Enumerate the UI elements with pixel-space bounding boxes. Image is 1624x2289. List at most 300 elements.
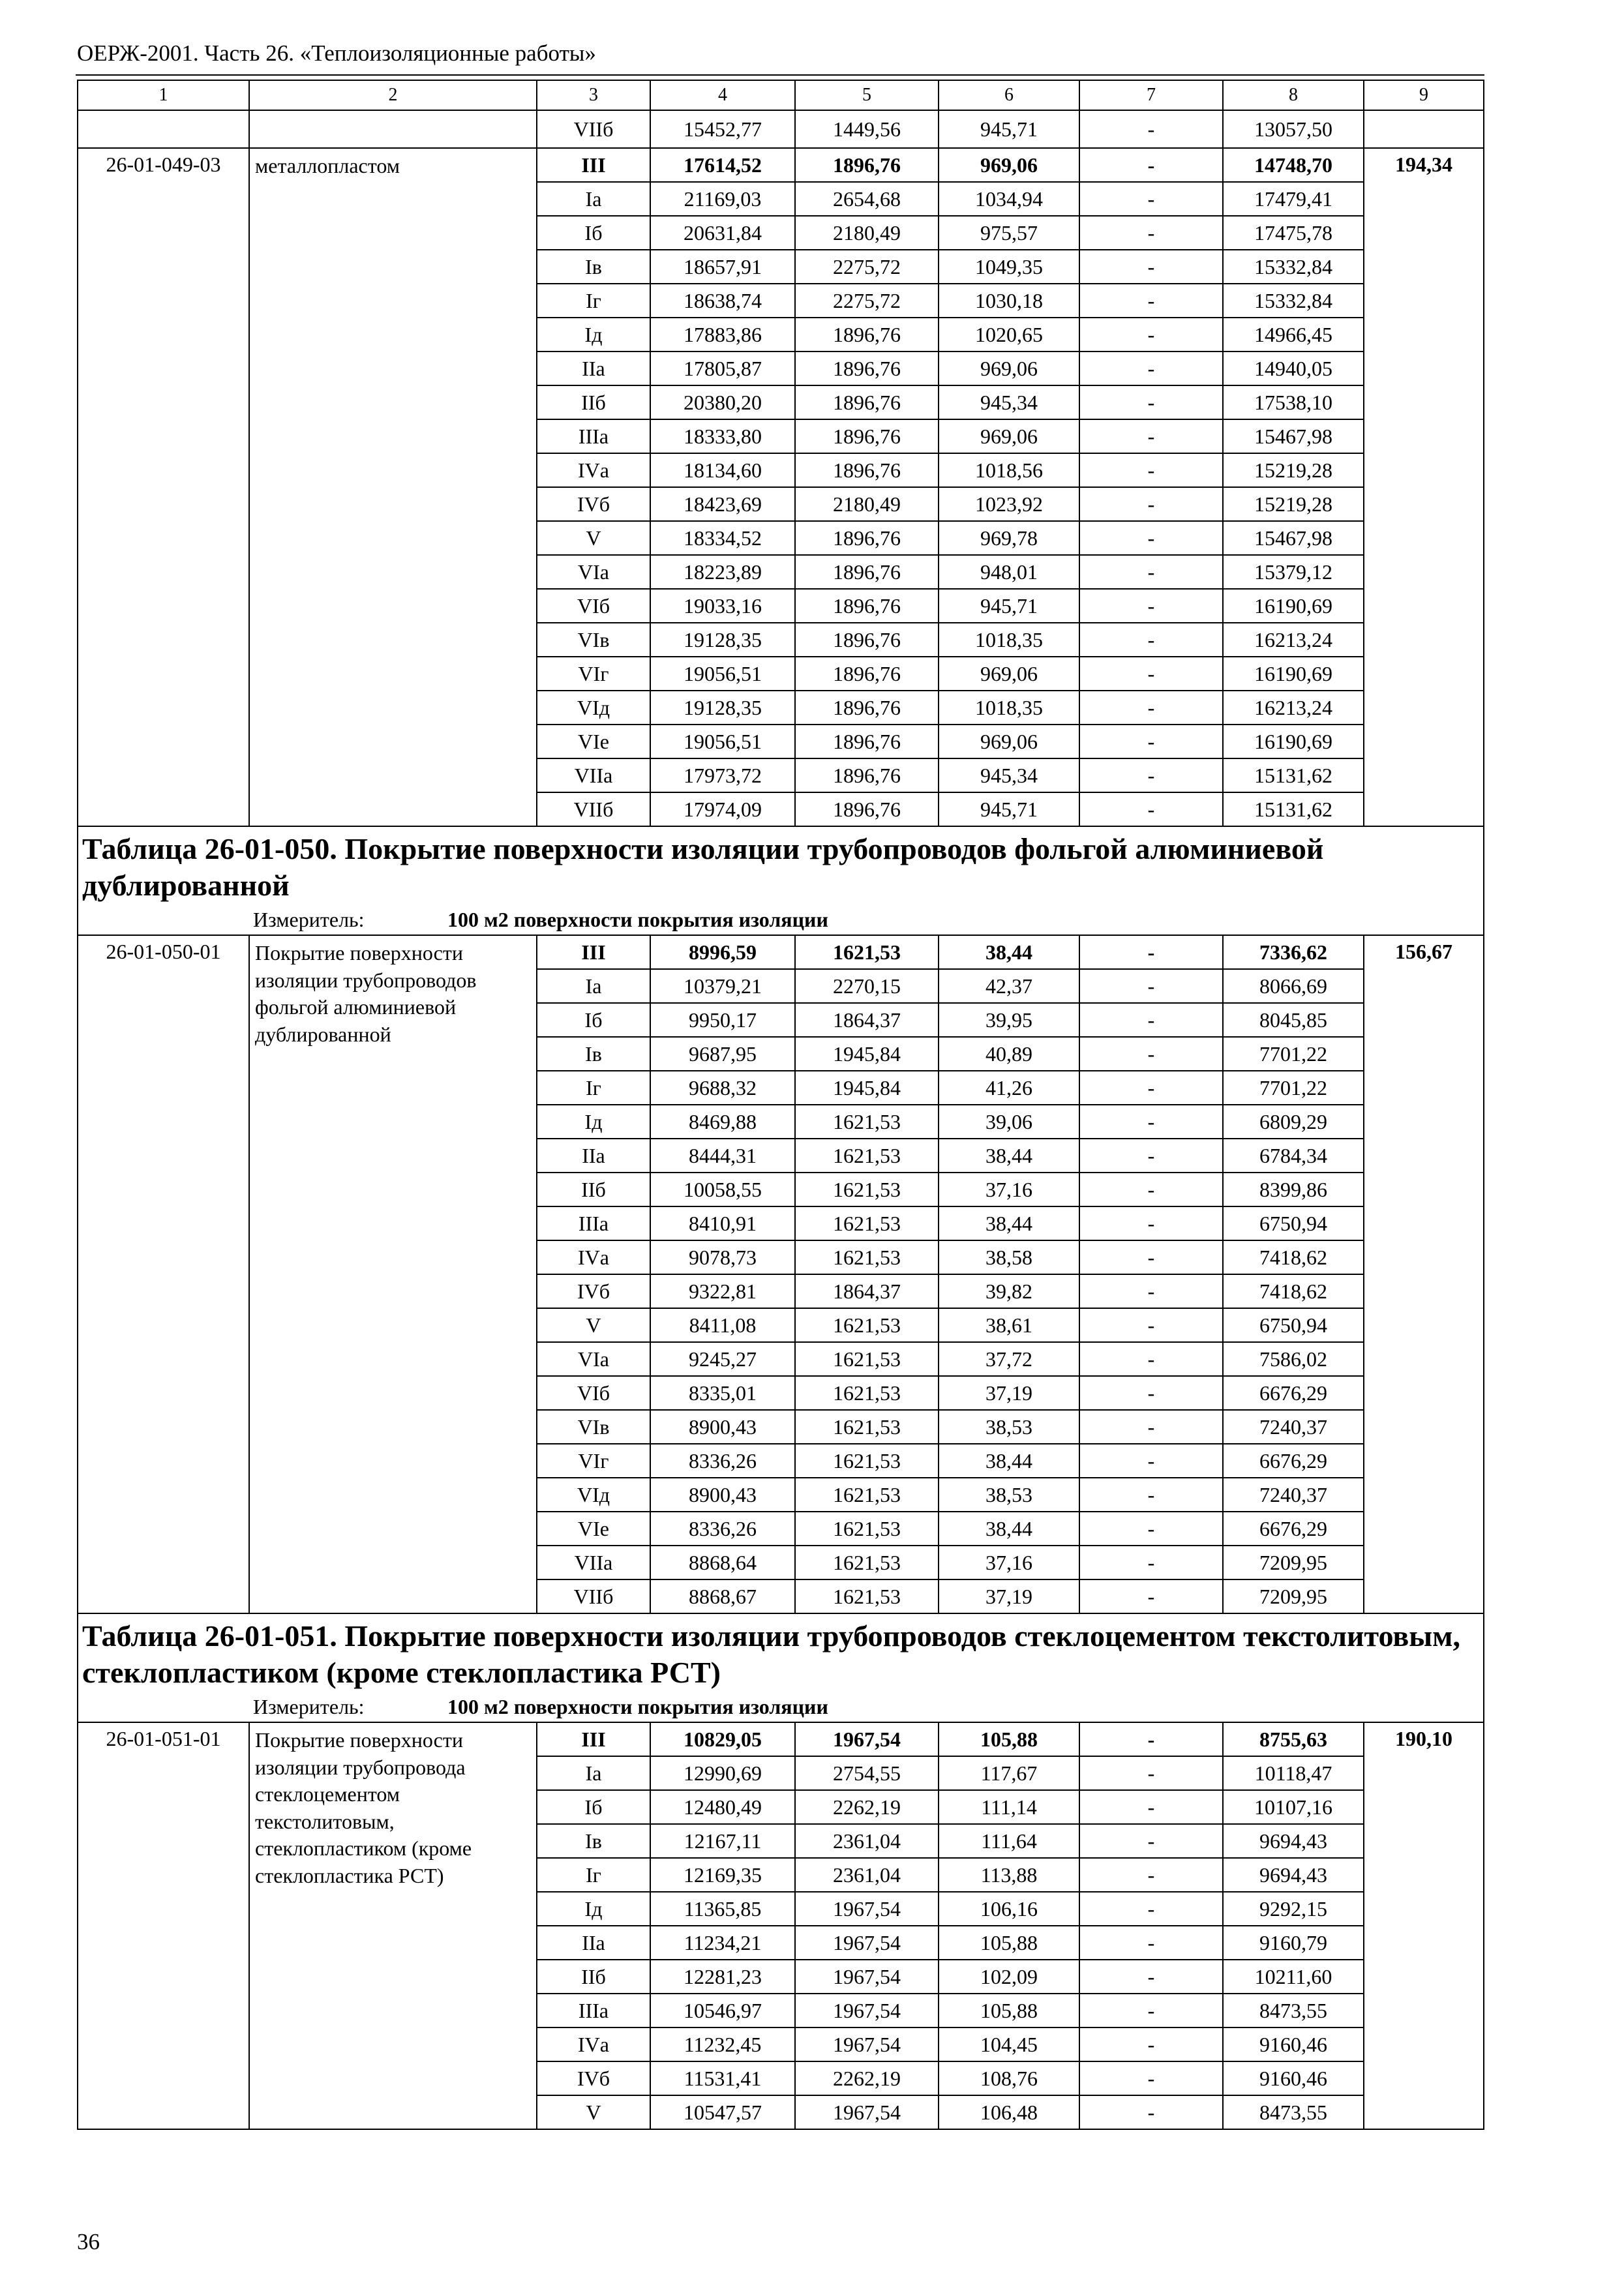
value-cell: 18638,74: [650, 284, 795, 318]
value-cell: -: [1079, 1037, 1223, 1071]
value-cell: -: [1079, 2027, 1223, 2061]
value-cell: 108,76: [939, 2061, 1079, 2095]
value-cell: 1621,53: [795, 1342, 939, 1376]
value-cell: 1449,56: [795, 110, 939, 148]
value-cell: 1896,76: [795, 352, 939, 385]
value-cell: IIIа: [537, 1994, 650, 2027]
value-cell: 7701,22: [1223, 1037, 1364, 1071]
table-title: Таблица 26-01-050. Покрытие поверхности изоляции трубопроводов фольгой алюминиевой дублированной: [82, 832, 1324, 903]
section-row: [78, 826, 1484, 935]
value-cell: 7586,02: [1223, 1342, 1364, 1376]
value-cell: 106,16: [939, 1892, 1079, 1926]
value-cell: 1020,65: [939, 318, 1079, 352]
value-cell: VIа: [537, 1342, 650, 1376]
value-cell: 8755,63: [1223, 1722, 1364, 1756]
value-cell: 1621,53: [795, 1444, 939, 1478]
value-cell: 6784,34: [1223, 1139, 1364, 1173]
value-cell: VIб: [537, 589, 650, 623]
section-cell: [78, 1613, 1484, 1722]
value-cell: 945,71: [939, 110, 1079, 148]
value-cell: 1018,35: [939, 623, 1079, 657]
value-cell: 6750,94: [1223, 1206, 1364, 1240]
value-cell: 9078,73: [650, 1240, 795, 1274]
description-cell: [249, 110, 537, 148]
value-cell: 15467,98: [1223, 419, 1364, 453]
value-cell: VIд: [537, 691, 650, 725]
value-cell: 37,16: [939, 1173, 1079, 1206]
value-cell: 18423,69: [650, 487, 795, 521]
value-cell: 39,82: [939, 1274, 1079, 1308]
value-cell: 10829,05: [650, 1722, 795, 1756]
value-cell: 12169,35: [650, 1858, 795, 1892]
value-cell: 1896,76: [795, 758, 939, 792]
section-cell: [78, 826, 1484, 935]
value-cell: -: [1079, 1274, 1223, 1308]
value-cell: Iа: [537, 1756, 650, 1790]
column-header: 4: [650, 80, 795, 110]
code-cell: 26-01-049-03: [78, 148, 249, 826]
value-cell: 1967,54: [795, 1994, 939, 2027]
value-cell: -: [1079, 725, 1223, 758]
value-cell: 8336,26: [650, 1512, 795, 1546]
value-cell: 7240,37: [1223, 1478, 1364, 1512]
value-cell: 113,88: [939, 1858, 1079, 1892]
column-header: 7: [1079, 80, 1223, 110]
value-cell: IVб: [537, 2061, 650, 2095]
value-cell: 17538,10: [1223, 385, 1364, 419]
value-cell: 19128,35: [650, 691, 795, 725]
value-cell: 7418,62: [1223, 1240, 1364, 1274]
value-cell: 16190,69: [1223, 657, 1364, 691]
value-cell: 20380,20: [650, 385, 795, 419]
value-cell: 1896,76: [795, 318, 939, 352]
value-cell: 9694,43: [1223, 1824, 1364, 1858]
table-row: [78, 1722, 1484, 1756]
value-cell: 11531,41: [650, 2061, 795, 2095]
value-cell: IIа: [537, 352, 650, 385]
value-cell: 1621,53: [795, 1206, 939, 1240]
value-cell: 945,34: [939, 385, 1079, 419]
value-cell: 6676,29: [1223, 1444, 1364, 1478]
value-cell: 9245,27: [650, 1342, 795, 1376]
value-cell: 15379,12: [1223, 555, 1364, 589]
value-cell: Iд: [537, 1105, 650, 1139]
value-cell: 1896,76: [795, 148, 939, 182]
value-cell: 2361,04: [795, 1824, 939, 1858]
page-number: 36: [77, 2229, 100, 2254]
value-cell: -: [1079, 1173, 1223, 1206]
value-cell: 1896,76: [795, 555, 939, 589]
value-cell: VIIб: [537, 110, 650, 148]
value-cell: 9688,32: [650, 1071, 795, 1105]
column-header: 1: [78, 80, 249, 110]
meter-value: 100 м2 поверхности покрытия изоляции: [447, 908, 828, 932]
column-header: 2: [249, 80, 537, 110]
value-cell: 8473,55: [1223, 1994, 1364, 2027]
value-cell: 8900,43: [650, 1478, 795, 1512]
value-cell: 975,57: [939, 216, 1079, 250]
meter-label: Измеритель:: [253, 1695, 365, 1719]
value-cell: 16190,69: [1223, 725, 1364, 758]
value-cell: Iг: [537, 1071, 650, 1105]
value-cell: 14748,70: [1223, 148, 1364, 182]
value-cell: 20631,84: [650, 216, 795, 250]
value-cell: 111,64: [939, 1824, 1079, 1858]
value-cell: 37,16: [939, 1546, 1079, 1579]
value-cell: 2180,49: [795, 487, 939, 521]
value-cell: -: [1079, 1512, 1223, 1546]
value-cell: 15332,84: [1223, 284, 1364, 318]
value-cell: 1049,35: [939, 250, 1079, 284]
value-cell: 42,37: [939, 969, 1079, 1003]
value-cell: -: [1079, 1410, 1223, 1444]
code-cell: [78, 110, 249, 148]
value-cell: IIIа: [537, 419, 650, 453]
value-cell: -: [1079, 385, 1223, 419]
value-cell: 8444,31: [650, 1139, 795, 1173]
value-cell: 6676,29: [1223, 1376, 1364, 1410]
value-cell: -: [1079, 1206, 1223, 1240]
value-cell: -: [1079, 1756, 1223, 1790]
value-cell: IIIа: [537, 1206, 650, 1240]
value-cell: 39,95: [939, 1003, 1079, 1037]
meter-label: Измеритель:: [253, 908, 365, 932]
value-cell: Iв: [537, 1037, 650, 1071]
value-cell: 1621,53: [795, 1546, 939, 1579]
value-cell: -: [1079, 758, 1223, 792]
value-cell: 969,06: [939, 352, 1079, 385]
value-cell: 948,01: [939, 555, 1079, 589]
value-cell: -: [1079, 1858, 1223, 1892]
value-cell: 8996,59: [650, 935, 795, 969]
value-cell: -: [1079, 1722, 1223, 1756]
value-cell: 969,78: [939, 521, 1079, 555]
value-cell: 9160,46: [1223, 2027, 1364, 2061]
value-cell: 7209,95: [1223, 1579, 1364, 1613]
value-cell: -: [1079, 691, 1223, 725]
value-cell: 9687,95: [650, 1037, 795, 1071]
value-cell: 1621,53: [795, 1478, 939, 1512]
value-cell: 2654,68: [795, 182, 939, 216]
meter-value: 100 м2 поверхности покрытия изоляции: [447, 1695, 828, 1719]
value-cell: IIб: [537, 385, 650, 419]
value-cell: 1018,35: [939, 691, 1079, 725]
value-cell: -: [1079, 1003, 1223, 1037]
value-cell: 7209,95: [1223, 1546, 1364, 1579]
running-header: ОЕРЖ-2001. Часть 26. «Теплоизоляционные работы»: [77, 40, 596, 66]
value-cell: 1621,53: [795, 1105, 939, 1139]
value-cell: 12480,49: [650, 1790, 795, 1824]
value-cell: 1896,76: [795, 792, 939, 826]
value-cell: VIе: [537, 725, 650, 758]
value-cell: 117,67: [939, 1756, 1079, 1790]
value-cell: 1967,54: [795, 1926, 939, 1960]
value-cell: 14940,05: [1223, 352, 1364, 385]
meter-line: [82, 908, 1479, 932]
value-cell: 12990,69: [650, 1756, 795, 1790]
value-cell: 8473,55: [1223, 2095, 1364, 2129]
value-cell: 15452,77: [650, 110, 795, 148]
value-cell: 1896,76: [795, 453, 939, 487]
value-cell: 9694,43: [1223, 1858, 1364, 1892]
value-cell: -: [1079, 1926, 1223, 1960]
value-cell: 1896,76: [795, 419, 939, 453]
value-cell: 1945,84: [795, 1037, 939, 1071]
value-cell: Iд: [537, 1892, 650, 1926]
meter-line: [82, 1695, 1479, 1719]
value-cell: -: [1079, 250, 1223, 284]
value-cell: 2262,19: [795, 2061, 939, 2095]
value-cell: -: [1079, 1308, 1223, 1342]
value-cell: VIIа: [537, 1546, 650, 1579]
value-cell: III: [537, 935, 650, 969]
value-cell: 9160,79: [1223, 1926, 1364, 1960]
value-cell: 2180,49: [795, 216, 939, 250]
value-cell: -: [1079, 1892, 1223, 1926]
value-cell: -: [1079, 589, 1223, 623]
col9-cell: 190,10: [1364, 1722, 1484, 2129]
value-cell: 1018,56: [939, 453, 1079, 487]
value-cell: 1896,76: [795, 589, 939, 623]
value-cell: 18223,89: [650, 555, 795, 589]
col9-cell: 156,67: [1364, 935, 1484, 1613]
value-cell: 9322,81: [650, 1274, 795, 1308]
value-cell: 111,14: [939, 1790, 1079, 1824]
value-cell: 17974,09: [650, 792, 795, 826]
value-cell: -: [1079, 318, 1223, 352]
value-cell: 1945,84: [795, 1071, 939, 1105]
value-cell: Iб: [537, 1790, 650, 1824]
value-cell: 8410,91: [650, 1206, 795, 1240]
value-cell: 17614,52: [650, 148, 795, 182]
value-cell: 38,44: [939, 1512, 1079, 1546]
value-cell: 17973,72: [650, 758, 795, 792]
value-cell: 102,09: [939, 1960, 1079, 1994]
value-cell: -: [1079, 284, 1223, 318]
value-cell: -: [1079, 1824, 1223, 1858]
value-cell: 6676,29: [1223, 1512, 1364, 1546]
value-cell: 1621,53: [795, 1410, 939, 1444]
value-cell: IVа: [537, 1240, 650, 1274]
value-cell: 104,45: [939, 2027, 1079, 2061]
value-cell: IIб: [537, 1960, 650, 1994]
value-cell: 17475,78: [1223, 216, 1364, 250]
value-cell: 12167,11: [650, 1824, 795, 1858]
value-cell: 945,71: [939, 589, 1079, 623]
value-cell: 38,44: [939, 1139, 1079, 1173]
table-title: Таблица 26-01-051. Покрытие поверхности изоляции трубопроводов стеклоцементом текстолитовым, стеклопластиком (кроме стеклопластика РСТ): [82, 1619, 1460, 1690]
value-cell: -: [1079, 935, 1223, 969]
value-cell: -: [1079, 1478, 1223, 1512]
value-cell: 9950,17: [650, 1003, 795, 1037]
value-cell: VIг: [537, 1444, 650, 1478]
value-cell: 39,06: [939, 1105, 1079, 1139]
value-cell: VIв: [537, 623, 650, 657]
value-cell: 106,48: [939, 2095, 1079, 2129]
value-cell: 2361,04: [795, 1858, 939, 1892]
value-cell: 8469,88: [650, 1105, 795, 1139]
value-cell: 38,44: [939, 1206, 1079, 1240]
value-cell: 38,61: [939, 1308, 1079, 1342]
value-cell: Iг: [537, 1858, 650, 1892]
value-cell: -: [1079, 1071, 1223, 1105]
value-cell: 9160,46: [1223, 2061, 1364, 2095]
value-cell: 19128,35: [650, 623, 795, 657]
value-cell: 945,71: [939, 792, 1079, 826]
table-row: [78, 935, 1484, 969]
value-cell: VIе: [537, 1512, 650, 1546]
value-cell: V: [537, 2095, 650, 2129]
value-cell: III: [537, 148, 650, 182]
value-cell: 1896,76: [795, 657, 939, 691]
value-cell: 37,19: [939, 1579, 1079, 1613]
value-cell: 10547,57: [650, 2095, 795, 2129]
value-cell: 18657,91: [650, 250, 795, 284]
value-cell: 11232,45: [650, 2027, 795, 2061]
value-cell: 18333,80: [650, 419, 795, 453]
value-cell: Iв: [537, 1824, 650, 1858]
value-cell: 1967,54: [795, 2095, 939, 2129]
value-cell: 1896,76: [795, 521, 939, 555]
column-header: 8: [1223, 80, 1364, 110]
value-cell: 17805,87: [650, 352, 795, 385]
value-cell: 10118,47: [1223, 1756, 1364, 1790]
value-cell: 8336,26: [650, 1444, 795, 1478]
header-rule: [76, 74, 1484, 76]
value-cell: 19056,51: [650, 725, 795, 758]
value-cell: 7240,37: [1223, 1410, 1364, 1444]
value-cell: 8411,08: [650, 1308, 795, 1342]
value-cell: -: [1079, 792, 1223, 826]
value-cell: -: [1079, 1444, 1223, 1478]
value-cell: 7418,62: [1223, 1274, 1364, 1308]
value-cell: 7701,22: [1223, 1071, 1364, 1105]
value-cell: 38,44: [939, 935, 1079, 969]
value-cell: 105,88: [939, 1994, 1079, 2027]
value-cell: -: [1079, 1105, 1223, 1139]
value-cell: -: [1079, 487, 1223, 521]
value-cell: IVа: [537, 453, 650, 487]
value-cell: 8399,86: [1223, 1173, 1364, 1206]
code-cell: 26-01-050-01: [78, 935, 249, 1613]
value-cell: VIв: [537, 1410, 650, 1444]
column-header: 3: [537, 80, 650, 110]
value-cell: 10107,16: [1223, 1790, 1364, 1824]
value-cell: 1621,53: [795, 1376, 939, 1410]
value-cell: 10546,97: [650, 1994, 795, 2027]
value-cell: 105,88: [939, 1722, 1079, 1756]
description-cell: металлопластом: [249, 148, 537, 826]
value-cell: -: [1079, 1139, 1223, 1173]
value-cell: -: [1079, 969, 1223, 1003]
value-cell: 10058,55: [650, 1173, 795, 1206]
value-cell: 8868,67: [650, 1579, 795, 1613]
value-cell: 1621,53: [795, 1173, 939, 1206]
value-cell: 11234,21: [650, 1926, 795, 1960]
value-cell: V: [537, 1308, 650, 1342]
value-cell: 969,06: [939, 657, 1079, 691]
value-cell: Iа: [537, 969, 650, 1003]
value-cell: -: [1079, 453, 1223, 487]
value-cell: -: [1079, 1342, 1223, 1376]
value-cell: 15332,84: [1223, 250, 1364, 284]
table-body: [78, 80, 1484, 2129]
value-cell: Iб: [537, 1003, 650, 1037]
value-cell: VIIа: [537, 758, 650, 792]
value-cell: IIа: [537, 1926, 650, 1960]
value-cell: VIIб: [537, 792, 650, 826]
value-cell: -: [1079, 419, 1223, 453]
value-cell: 19033,16: [650, 589, 795, 623]
value-cell: 15219,28: [1223, 487, 1364, 521]
value-cell: Iа: [537, 182, 650, 216]
value-cell: 1896,76: [795, 385, 939, 419]
value-cell: 13057,50: [1223, 110, 1364, 148]
value-cell: Iг: [537, 284, 650, 318]
value-cell: -: [1079, 1240, 1223, 1274]
value-cell: IIа: [537, 1139, 650, 1173]
value-cell: 6750,94: [1223, 1308, 1364, 1342]
table-row: [78, 148, 1484, 182]
value-cell: 19056,51: [650, 657, 795, 691]
value-cell: -: [1079, 623, 1223, 657]
value-cell: 38,58: [939, 1240, 1079, 1274]
value-cell: -: [1079, 2061, 1223, 2095]
description-cell: Покрытие поверхности изоляции трубопровода стеклоцементом текстолитовым, стеклопластиком (кроме стеклопластика РСТ): [249, 1722, 537, 2129]
value-cell: -: [1079, 657, 1223, 691]
value-cell: IVб: [537, 1274, 650, 1308]
value-cell: 1967,54: [795, 1892, 939, 1926]
value-cell: IVа: [537, 2027, 650, 2061]
value-cell: 16213,24: [1223, 691, 1364, 725]
value-cell: VIа: [537, 555, 650, 589]
value-cell: -: [1079, 1579, 1223, 1613]
value-cell: -: [1079, 1960, 1223, 1994]
value-cell: -: [1079, 1546, 1223, 1579]
value-cell: 37,19: [939, 1376, 1079, 1410]
value-cell: 38,53: [939, 1478, 1079, 1512]
value-cell: -: [1079, 1790, 1223, 1824]
col9-cell: [1364, 110, 1484, 148]
value-cell: -: [1079, 110, 1223, 148]
code-cell: 26-01-051-01: [78, 1722, 249, 2129]
col9-cell: 194,34: [1364, 148, 1484, 826]
value-cell: 10211,60: [1223, 1960, 1364, 1994]
value-cell: 105,88: [939, 1926, 1079, 1960]
column-header-row: [78, 80, 1484, 110]
value-cell: 10379,21: [650, 969, 795, 1003]
value-cell: 1967,54: [795, 1960, 939, 1994]
value-cell: 1896,76: [795, 691, 939, 725]
value-cell: -: [1079, 352, 1223, 385]
value-cell: Iб: [537, 216, 650, 250]
value-cell: 12281,23: [650, 1960, 795, 1994]
value-cell: 15131,62: [1223, 758, 1364, 792]
value-cell: 6809,29: [1223, 1105, 1364, 1139]
value-cell: 1864,37: [795, 1003, 939, 1037]
value-cell: 8868,64: [650, 1546, 795, 1579]
value-cell: 1030,18: [939, 284, 1079, 318]
value-cell: III: [537, 1722, 650, 1756]
value-cell: 17883,86: [650, 318, 795, 352]
value-cell: VIг: [537, 657, 650, 691]
value-cell: 2262,19: [795, 1790, 939, 1824]
table-row: [78, 110, 1484, 148]
value-cell: 21169,03: [650, 182, 795, 216]
column-header: 5: [795, 80, 939, 110]
value-cell: 1034,94: [939, 182, 1079, 216]
value-cell: 14966,45: [1223, 318, 1364, 352]
